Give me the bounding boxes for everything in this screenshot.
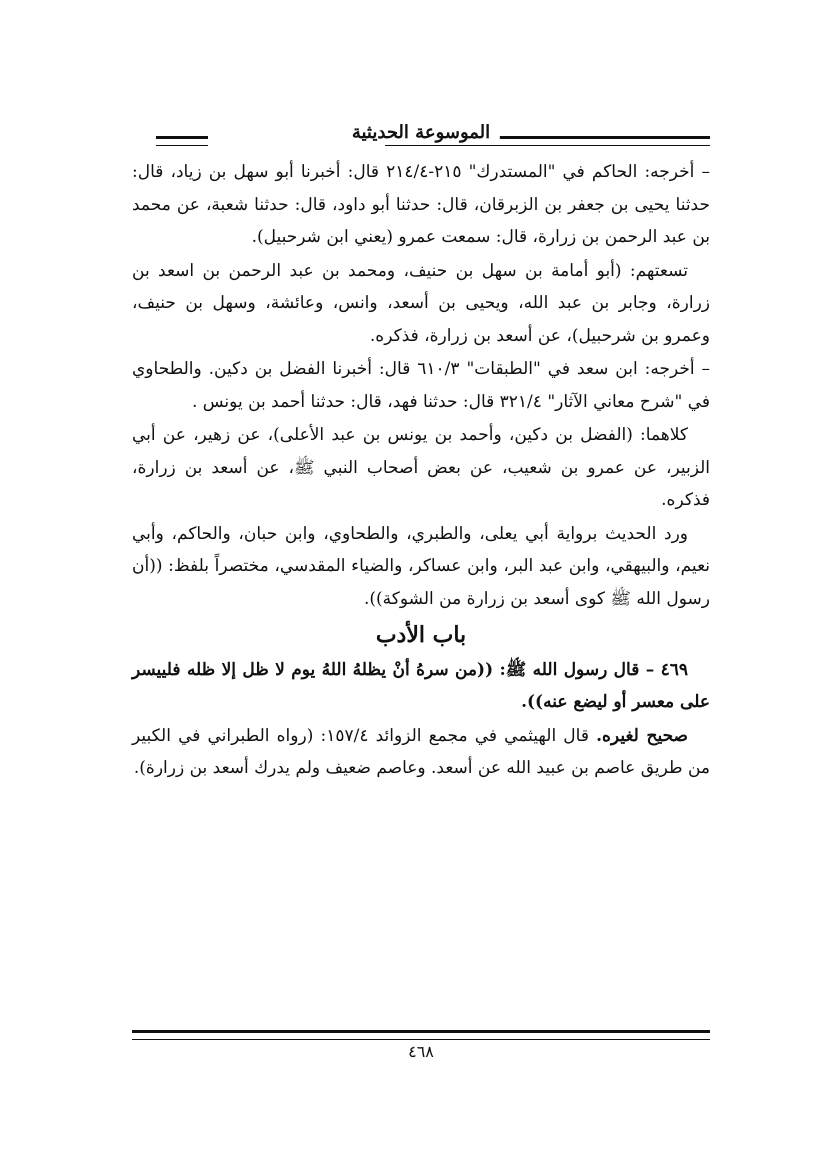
header-rule-left [156, 136, 208, 146]
paragraph-narrators-nine: تسعتهم: (أبو أمامة بن سهل بن حنيف، ومحمد بن عبد الرحمن بن اسعد بن زرارة، وجابر بن عبد الله، ويحيى بن أسعد، وانس، وعائشة، وسهل بن حنيف، وعمرو بن شرحبيل)، عن أسعد بن زرارة، فذكره. [132, 260, 710, 346]
page-number: ٤٦٨ [408, 1042, 434, 1061]
document-page [132, 120, 710, 1080]
section-title: باب الأدب [375, 622, 467, 648]
paragraph-takhrij-ibn-saad: – أخرجه: ابن سعد في "الطبقات" ٦١٠/٣ قال: أخبرنا الفضل بن دكين. والطحاوي في "شرح معاني الآثار" ٣٢١/٤ قال: حدثنا فهد، قال: حدثنا أحمد بن يونس . [132, 359, 710, 412]
footer-rule [132, 1030, 710, 1040]
paragraph-takhrij-hakim: – أخرجه: الحاكم في "المستدرك" ٢١٥-٢١٤/٤ قال: أخبرنا أبو سهل بن زياد، قال: حدثنا يحيى بن جعفر بن الزبرقان، قال: حدثنا أبو داود، قال: حدثنا شعبة، عن محمد بن عبد الرحمن بن زرارة، قال: سمعت عمرو (يعني ابن شرحبيل). [132, 162, 710, 247]
paragraph-narrators-both: كلاهما: (الفضل بن دكين، وأحمد بن يونس بن عبد الأعلى)، عن زهير، عن أبي الزبير، عن عمرو بن شعيب، عن بعض أصحاب النبي ﷺ، عن أسعد بن زرارة، فذكره. [132, 425, 710, 510]
hadith-text: ٤٦٩ – قال رسول الله ﷺ: ((من سرهُ أنْ يظلهُ اللهُ يوم لا ظل إلا ظله فلييسر على معسر أو ليضع عنه)). [132, 659, 710, 712]
grading-paragraph [132, 720, 710, 785]
header-title: الموسوعة الحديثية [342, 122, 500, 143]
running-header [132, 120, 710, 156]
body-text [132, 156, 710, 786]
grading-label: صحيح لغيره. [596, 725, 688, 746]
grading-text: قال الهيثمي في مجمع الزوائد ١٥٧/٤: (رواه الطبراني في الكبير من طريق عاصم بن عبيد الله عن أسعد. وعاصم ضعيف ولم يدرك أسعد بن زرارة). [132, 725, 710, 778]
paragraph-other-narrations: ورد الحديث برواية أبي يعلى، والطبري، والطحاوي، وابن حبان، والحاكم، وأبي نعيم، والبيهقي، وابن عبد البر، وابن عساكر، والضياء المقدسي، مختصراً بلفظ: ((أن رسول الله ﷺ كوى أسعد بن زرارة من الشوكة)). [132, 523, 710, 609]
